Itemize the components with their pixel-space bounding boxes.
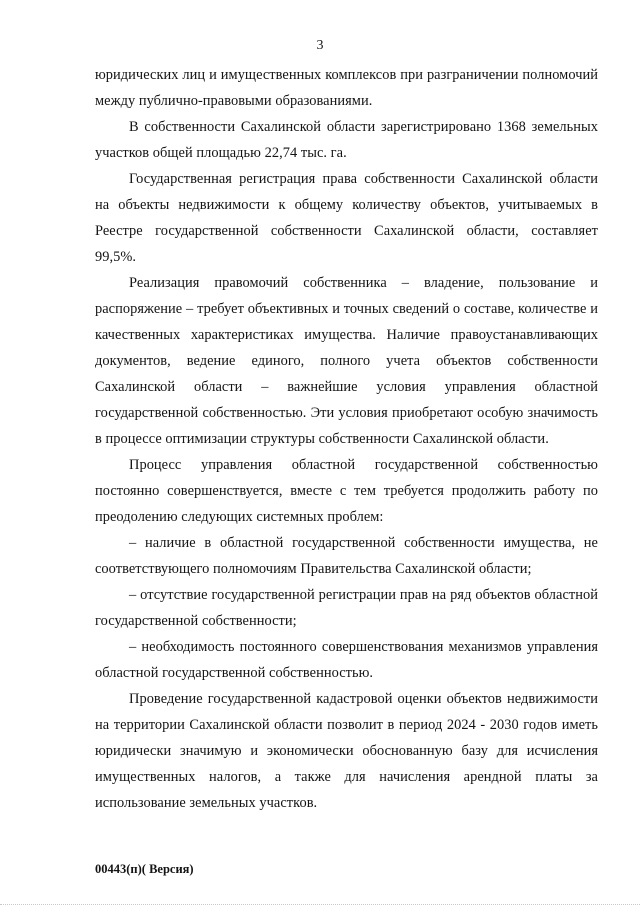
- paragraph-management-process: Процесс управления областной государственной собственностью постоянно совершенствуется, вместе с тем требуется продолжить работу по преодолению следующих системных проблем:: [95, 457, 598, 525]
- list-item-missing-registration: – отсутствие государственной регистрации прав на ряд объектов областной государственной собственности;: [95, 587, 598, 629]
- paragraph-registration: Государственная регистрация права собственности Сахалинской области на объекты недвижимости к общему количеству объектов, учитываемых в Реестре государственной собственности Сахалинской области, составляет 99,5%.: [95, 171, 598, 265]
- paragraph-owner-rights: Реализация правомочий собственника – владение, пользование и распоряжение – требует объективных и точных сведений о составе, количестве и качественных характеристиках имущества. Наличие правоустанавливающих документов, ведение единого, полного учета объектов собственности Сахалинской области – важнейшие условия управления областной государственной собственностью. Эти условия приобретают особую значимость в процессе оптимизации структуры собственности Сахалинской области.: [95, 275, 598, 447]
- page-number: 3: [316, 38, 324, 53]
- page-bottom-edge: [0, 904, 640, 905]
- paragraph-cadastral-valuation: Проведение государственной кадастровой оценки объектов недвижимости на территории Сахалинской области позволит в период 2024 - 2030 годов иметь юридически значимую и экономически обоснованную базу для исчисления имущественных налогов, а также для начисления арендной платы за использование земельных участков.: [95, 691, 598, 811]
- document-body: [95, 62, 598, 816]
- list-item-improvement-need: – необходимость постоянного совершенствования механизмов управления областной государственной собственностью.: [95, 639, 598, 681]
- document-code: 00443(п)( Версия): [95, 862, 194, 876]
- paragraph-continuation: юридических лиц и имущественных комплексов при разграничении полномочий между публично-правовыми образованиями.: [95, 67, 598, 109]
- paragraph-land-plots: В собственности Сахалинской области зарегистрировано 1368 земельных участков общей площадью 22,74 тыс. га.: [95, 119, 598, 161]
- list-item-property-mismatch: – наличие в областной государственной собственности имущества, не соответствующего полномочиям Правительства Сахалинской области;: [95, 535, 598, 577]
